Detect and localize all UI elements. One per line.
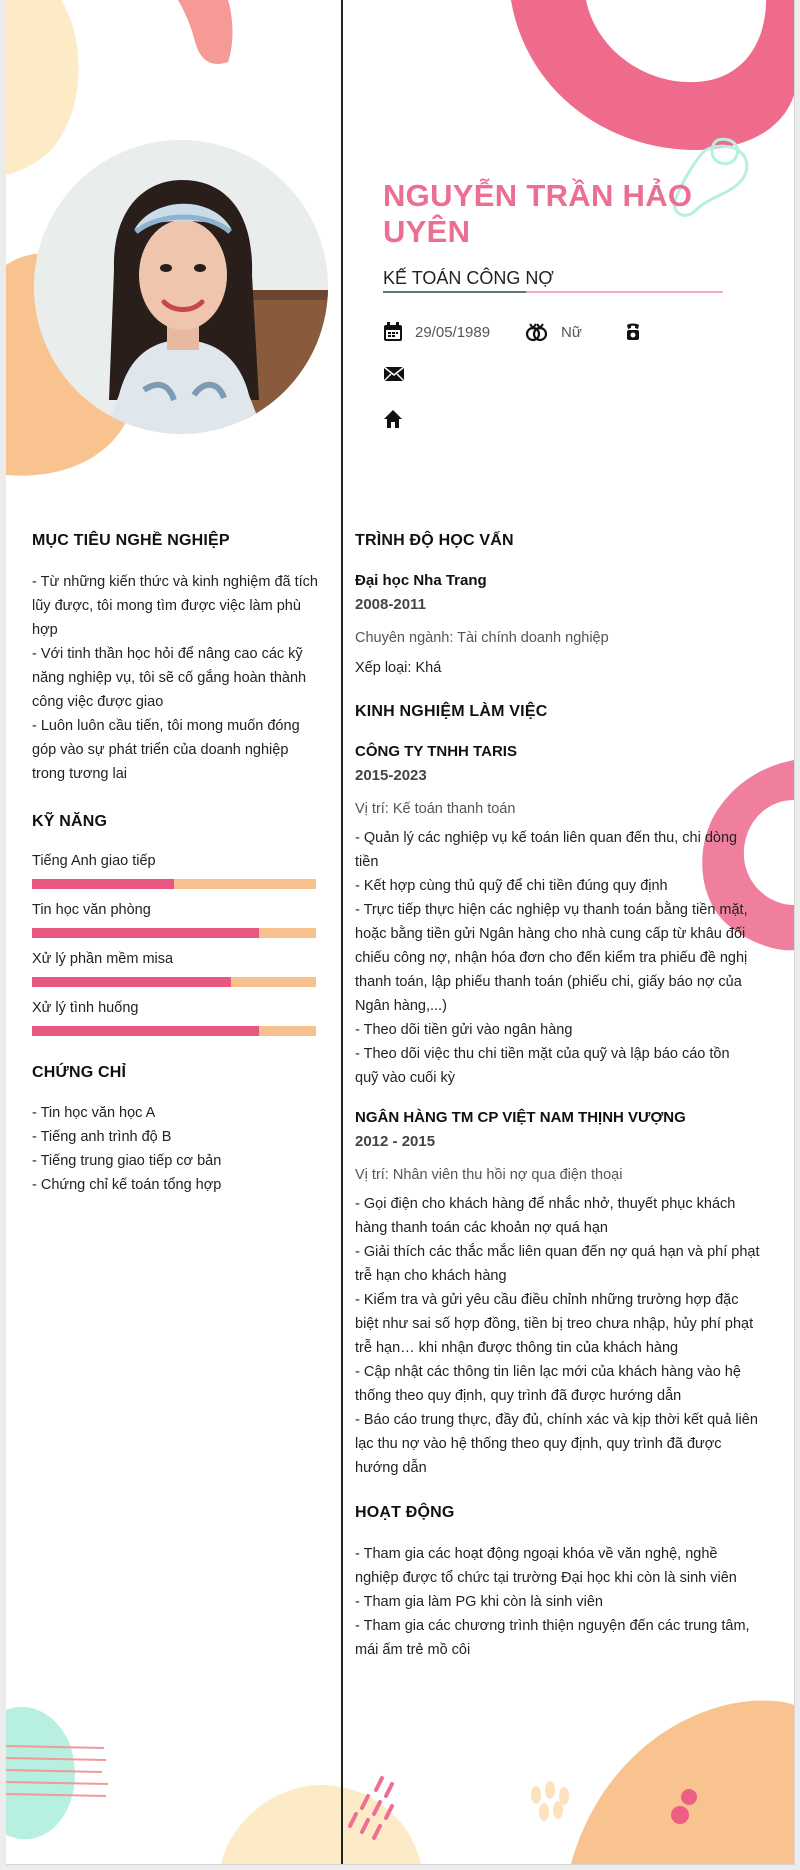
activity-line: mái ấm trẻ mồ côi <box>355 1642 471 1658</box>
birthday-value: 29/05/1989 <box>415 323 491 341</box>
education-years: 2008-2011 <box>355 596 426 613</box>
gender-info <box>525 322 582 342</box>
job-duty-line: - Gọi điện cho khách hàng để nhắc nhở, thuyết phục khách <box>355 1196 736 1212</box>
calendar-icon <box>383 322 403 342</box>
activity-line: - Tham gia làm PG khi còn là sinh viên <box>355 1594 603 1610</box>
skill-bar <box>32 1026 316 1036</box>
job-duty-line: chiếu công nợ, nhận hóa đơn cho đến kiểm tra phiếu đề nghị <box>355 950 748 966</box>
activities-heading: HOẠT ĐỘNG <box>355 1504 455 1521</box>
job-duty-line: hoặc bằng tiền gửi Ngân hàng cho nhà cung cấp từ khâu đối <box>355 926 746 942</box>
education-grade: Xếp loại: Khá <box>355 660 442 676</box>
job-duty-line: hướng dẫn <box>355 1460 427 1476</box>
school-name: Đại học Nha Trang <box>355 572 487 589</box>
job-duty-line: - Báo cáo trung thực, đầy đủ, chính xác và kịp thời kết quả liên <box>355 1412 758 1428</box>
gender-icon <box>525 322 549 342</box>
skills-heading: KỸ NĂNG <box>32 813 108 830</box>
candidate-name: NGUYỄN TRẦN HẢO UYÊN <box>383 178 693 249</box>
skill-label: Tiếng Anh giao tiếp <box>32 853 156 869</box>
job-duty-line: thanh toán, lập phiếu thanh toán (phiếu chi, giấy báo nợ của <box>355 974 742 990</box>
job-duty-line: lạc thu nợ vào hệ thống theo quy định, quy trình đã được <box>355 1436 722 1452</box>
skill-bar <box>32 977 316 987</box>
company-name: NGÂN HÀNG TM CP VIỆT NAM THỊNH VƯỢNG <box>355 1109 686 1126</box>
address-info <box>383 409 415 429</box>
job-duty-line: tiền <box>355 854 379 870</box>
company-name: CÔNG TY TNHH TARIS <box>355 743 517 760</box>
objective-line: - Luôn luôn cầu tiến, tôi mong muốn đóng <box>32 718 300 734</box>
cv-page <box>6 0 795 1865</box>
job-years: 2012 - 2015 <box>355 1133 436 1150</box>
education-heading: TRÌNH ĐỘ HỌC VẤN <box>355 532 514 549</box>
activity-line: - Tham gia các chương trình thiện nguyện đến các trung tâm, <box>355 1618 750 1634</box>
job-duty-line: trễ hạn cho khách hàng <box>355 1268 507 1284</box>
objective-line: năng nghiệp vụ, tôi sẽ cố gắng hoàn thành <box>32 670 307 686</box>
certificates-heading: CHỨNG CHỈ <box>32 1064 127 1081</box>
job-duty-line: - Cập nhật các thông tin liên lạc mới của khách hàng vào hệ <box>355 1364 741 1380</box>
objective-line: - Với tinh thần học hỏi để nâng cao các kỹ <box>32 646 303 662</box>
job-duty-line: - Trực tiếp thực hiện các nghiệp vụ thanh toán bằng tiền mặt, <box>355 902 748 918</box>
skill-bar-fill <box>32 977 231 987</box>
objective-heading: MỤC TIÊU NGHỀ NGHIỆP <box>32 532 230 549</box>
job-years: 2015-2023 <box>355 767 427 784</box>
mail-icon <box>383 365 405 383</box>
job-duty-line: - Theo dõi tiền gửi vào ngân hàng <box>355 1022 573 1038</box>
skill-label: Xử lý tình huống <box>32 1000 139 1016</box>
objective-text <box>32 570 332 786</box>
gender-value: Nữ <box>561 323 582 341</box>
job-duty-line: quỹ vào cuối kỳ <box>355 1070 455 1086</box>
objective-line: góp vào sự phát triển của doanh nghiệp <box>32 742 289 758</box>
certificate-item: - Chứng chỉ kế toán tổng hợp <box>32 1177 222 1193</box>
objective-line: hợp <box>32 622 58 638</box>
email-info <box>383 365 417 383</box>
certificate-item: - Tin học văn học A <box>32 1105 156 1121</box>
experience-heading: KINH NGHIỆM LÀM VIỆC <box>355 703 548 720</box>
job-duties <box>355 826 795 1090</box>
skill-bar-fill <box>32 928 259 938</box>
job-duty-line: - Giải thích các thắc mắc liên quan đến nợ quá hạn và phí phạt <box>355 1244 760 1260</box>
objective-line: lũy được, tôi mong tìm được việc làm phù <box>32 598 301 614</box>
skill-bar <box>32 879 316 889</box>
skill-bar-fill <box>32 1026 259 1036</box>
job-position: Vị trí: Kế toán thanh toán <box>355 801 516 817</box>
skill-bar <box>32 928 316 938</box>
job-duty-line: biệt như sai số hợp đồng, tiền bị treo chưa nhập, hủy phí phạt <box>355 1316 754 1332</box>
certificates-list <box>32 1101 221 1197</box>
job-duty-line: - Kiểm tra và gửi yêu cầu điều chỉnh những trường hợp đặc <box>355 1292 739 1308</box>
objective-line: - Từ những kiến thức và kinh nghiệm đã tích <box>32 574 318 590</box>
profile-photo <box>34 140 328 434</box>
job-duty-line: Ngân hàng,...) <box>355 998 447 1014</box>
birthday-info <box>383 322 490 342</box>
certificate-item: - Tiếng anh trình độ B <box>32 1129 172 1145</box>
job-position: Vị trí: Nhân viên thu hồi nợ qua điện thoại <box>355 1167 623 1183</box>
activities-list <box>355 1542 795 1662</box>
job-duty-line: thống theo quy định, quy trình đã được hướng dẫn <box>355 1388 682 1404</box>
home-icon <box>383 409 403 429</box>
skill-label: Tin học văn phòng <box>32 902 151 918</box>
phone-info <box>624 322 654 342</box>
phone-icon <box>624 322 642 342</box>
job-duty-line: - Kết hợp cùng thủ quỹ để chi tiền đúng quy định <box>355 878 668 894</box>
activity-line: nghiệp được tổ chức tại trường Đại học khi còn là sinh viên <box>355 1570 737 1586</box>
job-duty-line: - Quản lý các nghiệp vụ kế toán liên quan đến thu, chi dòng <box>355 830 738 846</box>
skill-label: Xử lý phần mềm misa <box>32 951 174 967</box>
job-duty-line: hàng thanh toán các khoản nợ quá hạn <box>355 1220 608 1236</box>
job-duty-line: - Theo dõi việc thu chi tiền mặt của quỹ và lập báo cáo tồn <box>355 1046 730 1062</box>
column-divider <box>341 0 343 1864</box>
objective-line: trong tương lai <box>32 766 127 782</box>
job-title-underline <box>383 291 723 293</box>
education-major: Chuyên ngành: Tài chính doanh nghiệp <box>355 630 609 646</box>
objective-line: công việc được giao <box>32 694 164 710</box>
job-duties <box>355 1192 795 1480</box>
skill-bar-fill <box>32 879 174 889</box>
certificate-item: - Tiếng trung giao tiếp cơ bản <box>32 1153 222 1169</box>
activity-line: - Tham gia các hoạt động ngoại khóa về văn nghệ, nghề <box>355 1546 718 1562</box>
job-title: KẾ TOÁN CÔNG NỢ <box>383 268 554 288</box>
job-duty-line: trễ hạn… khi nhận được thông tin của khách hàng <box>355 1340 679 1356</box>
